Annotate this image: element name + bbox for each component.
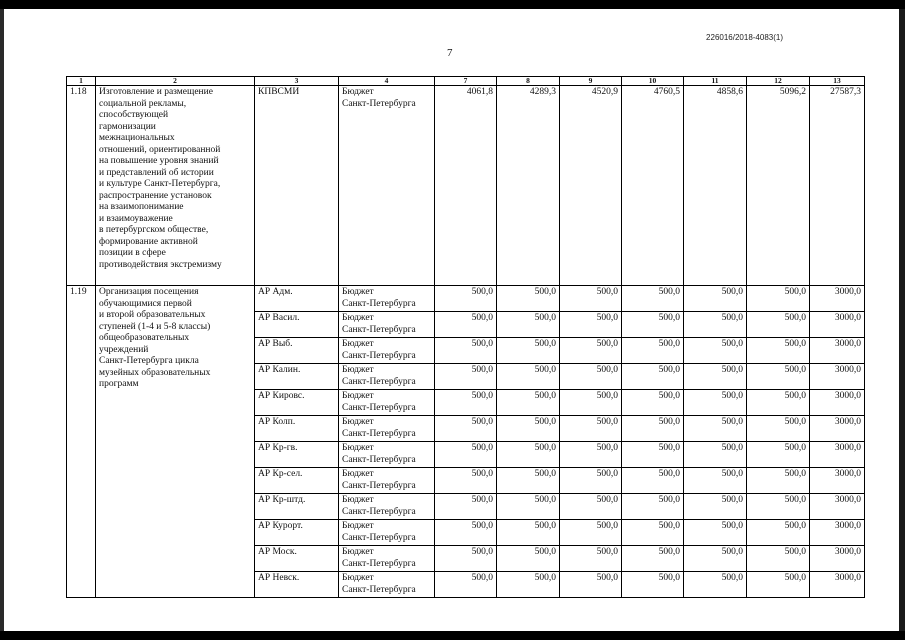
amount-cell: 500,0 (560, 468, 622, 494)
amount-cell: 500,0 (684, 416, 747, 442)
amount-cell: 500,0 (622, 520, 684, 546)
amount-cell: 500,0 (560, 520, 622, 546)
activity-name-line: отношений, ориентированной (99, 144, 221, 155)
amount-cell: 500,0 (497, 364, 560, 390)
funding-source-line: Бюджет (342, 391, 374, 401)
executor: АР Курорт. (255, 520, 339, 546)
header-cell-8: 8 (497, 77, 560, 86)
amount-cell: 3000,0 (810, 494, 865, 520)
registration-number: 226016/2018-4083(1) (706, 33, 783, 42)
funding-source (339, 442, 435, 468)
funding-source-line: Санкт-Петербурга (342, 480, 416, 491)
funding-source-line: Санкт-Петербурга (342, 402, 416, 413)
header-cell-2: 2 (96, 77, 255, 86)
amount-cell: 500,0 (497, 442, 560, 468)
amount-cell: 500,0 (747, 442, 810, 468)
table-row-1-18 (67, 86, 865, 286)
activity-name (96, 286, 255, 598)
funding-source (339, 390, 435, 416)
funding-source-line: Санкт-Петербурга (342, 376, 416, 387)
amount-cell: 500,0 (747, 338, 810, 364)
header-cell-11: 11 (684, 77, 747, 86)
funding-source-line: Бюджет (342, 469, 374, 479)
amount-cell: 500,0 (435, 572, 497, 598)
amount-cell: 3000,0 (810, 442, 865, 468)
amount-cell: 500,0 (747, 416, 810, 442)
scan-left-edge (0, 9, 4, 631)
amount-cell: 500,0 (497, 338, 560, 364)
funding-source-line: Бюджет (342, 443, 374, 453)
activity-name-line: в петербургском обществе, (99, 225, 209, 235)
amount-cell: 500,0 (684, 286, 747, 312)
funding-source-line: Санкт-Петербурга (342, 558, 416, 569)
amount-cell: 500,0 (747, 390, 810, 416)
funding-source-line: Бюджет (342, 287, 374, 297)
funding-source-line: Бюджет (342, 495, 374, 505)
activity-name-line: распространение установок (99, 190, 212, 201)
executor: АР Моск. (255, 546, 339, 572)
header-cell-9: 9 (560, 77, 622, 86)
funding-source (339, 520, 435, 546)
table-row-1-19-sub (67, 286, 865, 312)
amount-cell: 500,0 (622, 390, 684, 416)
amount-cell: 3000,0 (810, 572, 865, 598)
amount-cell: 500,0 (684, 572, 747, 598)
amount-cell: 3000,0 (810, 286, 865, 312)
funding-source-line: Санкт-Петербурга (342, 350, 416, 361)
amount-cell: 4760,5 (622, 86, 684, 286)
amount-cell: 500,0 (560, 416, 622, 442)
amount-cell: 500,0 (747, 364, 810, 390)
amount-cell: 500,0 (497, 286, 560, 312)
row-number: 1.19 (67, 286, 96, 598)
amount-cell: 500,0 (684, 338, 747, 364)
amount-cell: 4858,6 (684, 86, 747, 286)
header-cell-3: 3 (255, 77, 339, 86)
amount-cell: 500,0 (684, 390, 747, 416)
amount-cell: 500,0 (435, 416, 497, 442)
header-cell-13: 13 (810, 77, 865, 86)
funding-source-line: Санкт-Петербурга (342, 428, 416, 439)
funding-source-line: Бюджет (342, 547, 374, 557)
amount-cell: 500,0 (622, 546, 684, 572)
table-header-row (67, 77, 865, 86)
amount-cell: 27587,3 (810, 86, 865, 286)
activity-name-line: гармонизации (99, 121, 156, 132)
amount-cell: 500,0 (435, 468, 497, 494)
amount-cell: 500,0 (684, 442, 747, 468)
funding-source-line: Бюджет (342, 87, 374, 97)
amount-cell: 500,0 (747, 572, 810, 598)
amount-cell: 500,0 (622, 312, 684, 338)
executor: АР Выб. (255, 338, 339, 364)
amount-cell: 3000,0 (810, 546, 865, 572)
activity-name-line: способствующей (99, 110, 169, 120)
amount-cell: 3000,0 (810, 520, 865, 546)
amount-cell: 500,0 (747, 312, 810, 338)
funding-source-line: Санкт-Петербурга (342, 98, 416, 109)
activity-name-line: музейных образовательных (99, 367, 211, 378)
funding-source (339, 546, 435, 572)
amount-cell: 500,0 (684, 494, 747, 520)
funding-source (339, 572, 435, 598)
amount-cell: 500,0 (622, 572, 684, 598)
activity-name-line: и культуре Санкт-Петербурга, (99, 179, 221, 189)
header-cell-4: 4 (339, 77, 435, 86)
funding-source (339, 86, 435, 286)
funding-source-line: Бюджет (342, 521, 374, 531)
activity-name-line: общеобразовательных (99, 333, 190, 343)
amount-cell: 500,0 (560, 312, 622, 338)
funding-source (339, 286, 435, 312)
amount-cell: 500,0 (497, 468, 560, 494)
amount-cell: 500,0 (560, 442, 622, 468)
activity-name-line: и взаимоуважение (99, 213, 173, 224)
amount-cell: 500,0 (435, 364, 497, 390)
amount-cell: 500,0 (497, 416, 560, 442)
amount-cell: 500,0 (435, 442, 497, 468)
amount-cell: 500,0 (684, 468, 747, 494)
amount-cell: 500,0 (622, 364, 684, 390)
row-number: 1.18 (67, 86, 96, 286)
activity-name-line: ступеней (1-4 и 5-8 классы) (99, 321, 211, 332)
amount-cell: 500,0 (684, 520, 747, 546)
executor: АР Васил. (255, 312, 339, 338)
executor: АР Колп. (255, 416, 339, 442)
amount-cell: 500,0 (435, 312, 497, 338)
amount-cell: 500,0 (747, 468, 810, 494)
amount-cell: 500,0 (560, 364, 622, 390)
header-cell-12: 12 (747, 77, 810, 86)
amount-cell: 500,0 (684, 546, 747, 572)
activity-name-line: обучающимися первой (99, 298, 192, 309)
amount-cell: 500,0 (747, 520, 810, 546)
activity-name-line: позиции в сфере (99, 248, 166, 258)
amount-cell: 3000,0 (810, 338, 865, 364)
amount-cell: 500,0 (622, 338, 684, 364)
amount-cell: 500,0 (497, 520, 560, 546)
page-number: 7 (447, 47, 453, 59)
amount-cell: 500,0 (684, 312, 747, 338)
amount-cell: 3000,0 (810, 390, 865, 416)
amount-cell: 500,0 (560, 338, 622, 364)
amount-cell: 500,0 (560, 546, 622, 572)
activity-name-line: Изготовление и размещение (99, 87, 213, 97)
amount-cell: 500,0 (435, 338, 497, 364)
amount-cell: 500,0 (560, 390, 622, 416)
amount-cell: 500,0 (747, 546, 810, 572)
amount-cell: 3000,0 (810, 312, 865, 338)
amount-cell: 500,0 (622, 468, 684, 494)
funding-source-line: Бюджет (342, 313, 374, 323)
activity-name-line: программ (99, 379, 139, 389)
activity-name-line: формирование активной (99, 236, 198, 247)
activity-name-line: Санкт-Петербурга цикла (99, 356, 199, 366)
amount-cell: 500,0 (435, 546, 497, 572)
amount-cell: 500,0 (747, 494, 810, 520)
amount-cell: 500,0 (435, 494, 497, 520)
funding-source-line: Санкт-Петербурга (342, 506, 416, 517)
scan-right-edge (899, 9, 905, 631)
header-cell-7: 7 (435, 77, 497, 86)
activity-name (96, 86, 255, 286)
funding-source-line: Бюджет (342, 573, 374, 583)
executor: АР Калин. (255, 364, 339, 390)
amount-cell: 500,0 (560, 286, 622, 312)
activity-name-line: Организация посещения (99, 287, 199, 297)
amount-cell: 500,0 (560, 494, 622, 520)
funding-source-line: Бюджет (342, 365, 374, 375)
amount-cell: 500,0 (497, 494, 560, 520)
amount-cell: 3000,0 (810, 364, 865, 390)
amount-cell: 500,0 (747, 286, 810, 312)
amount-cell: 500,0 (622, 286, 684, 312)
activity-name-line: на повышение уровня знаний (99, 156, 219, 166)
activity-name-line: на взаимопонимание (99, 202, 184, 212)
amount-cell: 3000,0 (810, 468, 865, 494)
activity-name-line: межнациональных (99, 133, 175, 143)
amount-cell: 500,0 (622, 442, 684, 468)
funding-source (339, 312, 435, 338)
funding-source-line: Бюджет (342, 417, 374, 427)
header-cell-10: 10 (622, 77, 684, 86)
amount-cell: 3000,0 (810, 416, 865, 442)
executor: АР Кр-сел. (255, 468, 339, 494)
amount-cell: 4061,8 (435, 86, 497, 286)
amount-cell: 4289,3 (497, 86, 560, 286)
executor: АР Адм. (255, 286, 339, 312)
scan-top-border (0, 0, 905, 9)
budget-table (66, 76, 865, 598)
amount-cell: 500,0 (622, 494, 684, 520)
funding-source (339, 416, 435, 442)
funding-source-line: Санкт-Петербурга (342, 454, 416, 465)
scan-bottom-border (0, 631, 905, 640)
funding-source-line: Санкт-Петербурга (342, 532, 416, 543)
funding-source-line: Санкт-Петербурга (342, 584, 416, 595)
funding-source (339, 494, 435, 520)
header-cell-1: 1 (67, 77, 96, 86)
amount-cell: 500,0 (435, 390, 497, 416)
activity-name-line: и второй образовательных (99, 310, 206, 320)
activity-name-line: учреждений (99, 344, 149, 355)
executor: АР Невск. (255, 572, 339, 598)
executor: КПВСМИ (255, 86, 339, 286)
executor: АР Кр-гв. (255, 442, 339, 468)
funding-source (339, 338, 435, 364)
funding-source (339, 468, 435, 494)
amount-cell: 500,0 (684, 364, 747, 390)
funding-source (339, 364, 435, 390)
amount-cell: 500,0 (497, 546, 560, 572)
activity-name-line: социальной рекламы, (99, 98, 187, 109)
amount-cell: 500,0 (497, 312, 560, 338)
amount-cell: 500,0 (435, 520, 497, 546)
executor: АР Кр-штд. (255, 494, 339, 520)
amount-cell: 4520,9 (560, 86, 622, 286)
funding-source-line: Санкт-Петербурга (342, 324, 416, 335)
executor: АР Кировс. (255, 390, 339, 416)
funding-source-line: Бюджет (342, 339, 374, 349)
amount-cell: 500,0 (622, 416, 684, 442)
amount-cell: 500,0 (435, 286, 497, 312)
activity-name-line: противодействия экстремизму (99, 259, 222, 270)
amount-cell: 500,0 (497, 390, 560, 416)
funding-source-line: Санкт-Петербурга (342, 298, 416, 309)
amount-cell: 5096,2 (747, 86, 810, 286)
amount-cell: 500,0 (560, 572, 622, 598)
amount-cell: 500,0 (497, 572, 560, 598)
activity-name-line: и представлений об истории (99, 167, 214, 178)
